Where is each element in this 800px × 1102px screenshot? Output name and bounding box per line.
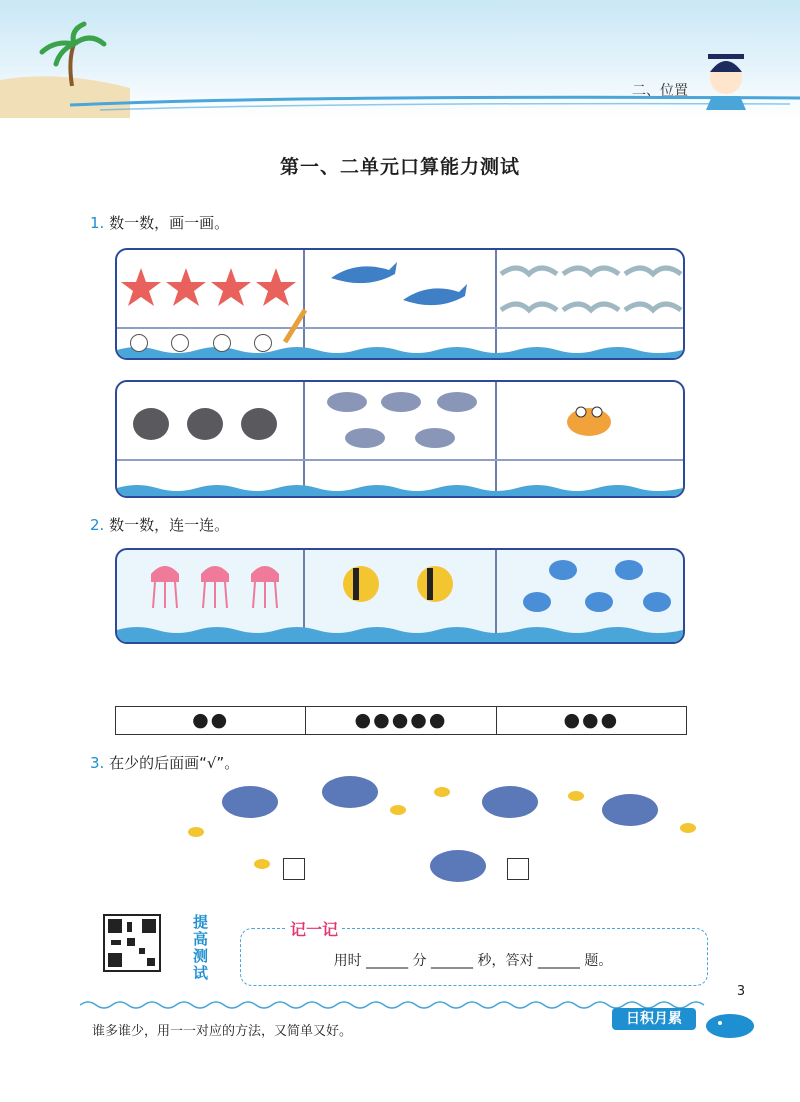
dots-cell[interactable]: ●● [116,707,306,734]
daily-accumulation-banner: 日积月累 [612,1008,696,1030]
question-1-label [90,212,229,233]
starfish-icon [121,268,296,306]
improvement-test-label: 提高测试 [193,913,209,982]
wave-decoration [117,347,683,358]
count-connect-panel [115,548,685,644]
dots-cell[interactable]: ●●●●● [306,707,496,734]
count-draw-panel-1 [115,248,685,360]
pencil-icon [285,310,305,342]
answer-circle[interactable] [254,334,272,352]
section-tag: 二、位置 [632,83,688,99]
question-number: 2. [90,516,105,534]
panel-3-illustrations [117,550,683,642]
qr-code[interactable] [103,914,161,972]
walrus-icon [133,408,277,440]
wave-decoration [117,485,683,496]
dots-cell[interactable]: ●●● [563,709,620,731]
wave-decoration [117,627,683,642]
student-mascot-icon [706,54,746,110]
seal-icon [327,392,477,448]
beach-illustration [0,0,800,118]
answer-circle[interactable] [130,334,148,352]
qr-code-icon [105,916,159,970]
question-text: 在少的后面画“√”。 [109,754,240,772]
whale-mascot-icon [700,1000,760,1042]
crab-icon [567,407,611,436]
question-2-label [90,514,229,535]
panel-2-illustrations [117,382,683,496]
whales-fish-illustration [180,770,710,890]
answer-circle[interactable] [213,334,231,352]
count-draw-panel-2 [115,380,685,498]
butterflyfish-icon [343,566,453,602]
jellyfish-tentacles [153,582,277,608]
note-text: 用时 ______ 分 ______ 秒，答对 ______ 题。 [333,953,613,969]
dots-table [115,706,687,735]
shark-icon [331,262,467,305]
angelfish-icon [523,560,671,612]
tip-text: 谁多谁少，用一一对应的方法，又简单又好。 [92,1024,353,1039]
panel-1-illustrations [117,250,683,358]
check-box-fish[interactable] [283,858,305,880]
page-number: 3 [736,984,746,999]
answer-circle[interactable] [171,334,189,352]
question-text: 数一数，连一连。 [109,516,230,534]
question-number: 3. [90,754,105,772]
jellyfish-icon [151,566,279,582]
header-banner [0,0,800,118]
seagull-icon [501,268,681,310]
question-text: 数一数，画一画。 [109,214,230,232]
check-box-whale[interactable] [507,858,529,880]
question-number: 1. [90,214,105,232]
note-title: 记一记 [286,917,342,940]
page-title: 第一、二单元口算能力测试 [279,156,520,178]
